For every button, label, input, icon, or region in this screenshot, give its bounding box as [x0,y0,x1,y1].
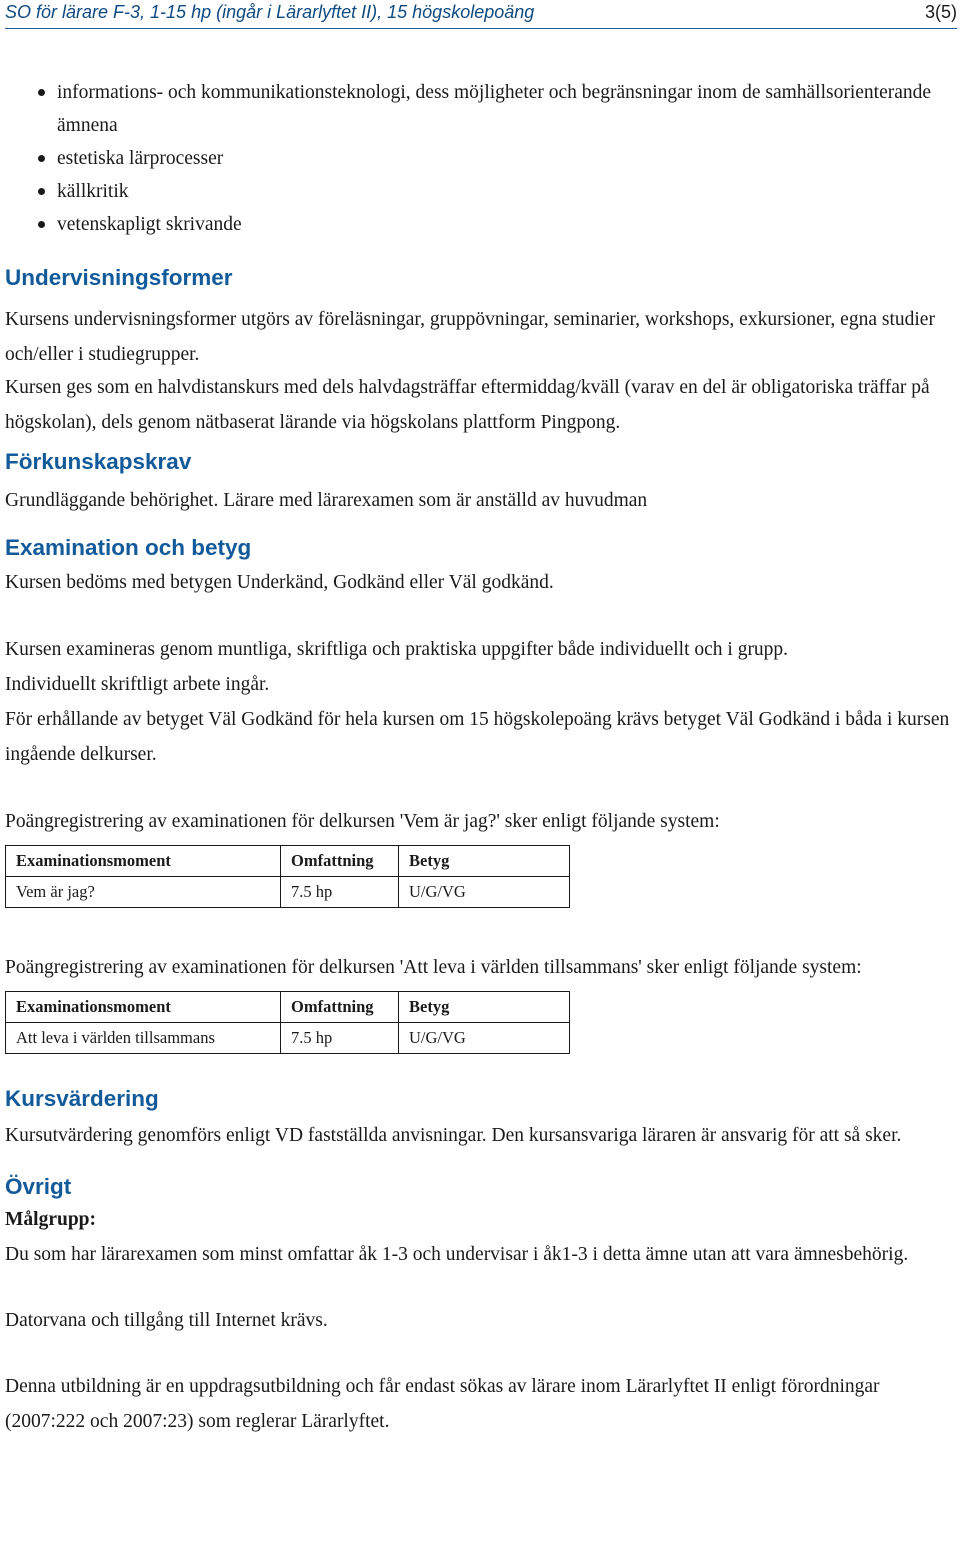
paragraph: Poängregistrering av examinationen för delkursen 'Vem är jag?' sker enligt följande system: [5,811,720,832]
page-header [5,0,957,29]
paragraph: Individuellt skriftligt arbete ingår. [5,674,270,695]
table-cell: 7.5 hp [281,1023,399,1054]
table-row [6,877,570,908]
column-header: Examinationsmoment [6,992,281,1023]
list-item-text: källkritik [57,181,129,202]
column-header: Betyg [399,846,570,877]
list-item [5,76,955,142]
table-cell: Att leva i världen tillsammans [6,1023,281,1054]
paragraph: Kursen ges som en halvdistanskurs med dels halvdagsträffar eftermiddag/kväll (varav en del är obligatoriska träffar på högskolan), dels genom nätbaserat lärande via högskolans plattform Pingpong. [5,377,930,433]
section-heading-examination: Examination och betyg [5,535,252,560]
section-heading-undervisningsformer: Undervisningsformer [5,265,233,290]
bullet-icon [38,89,45,96]
column-header: Betyg [399,992,570,1023]
bullet-icon [38,155,45,162]
column-header: Omfattning [281,992,399,1023]
list-item [5,208,955,241]
list-item-text: vetenskapligt skrivande [57,214,242,235]
table-cell: Vem är jag? [6,877,281,908]
bullet-icon [38,188,45,195]
table-cell: 7.5 hp [281,877,399,908]
paragraph: Poängregistrering av examinationen för delkursen 'Att leva i världen tillsammans' sker enligt följande system: [5,957,862,978]
paragraph: Grundläggande behörighet. Lärare med lärarexamen som är anställd av huvudman [5,490,648,511]
paragraph: Denna utbildning är en uppdragsutbildning och får endast sökas av lärare inom Lärarlyftet II enligt förordningar (2007:222 och 2007:23) som reglerar Lärarlyftet. [5,1376,880,1432]
table-cell: U/G/VG [399,877,570,908]
paragraph: Kursutvärdering genomförs enligt VD fastställda anvisningar. Den kursansvariga läraren är ansvarig för att så sker. [5,1125,902,1146]
paragraph: Datorvana och tillgång till Internet krävs. [5,1310,328,1331]
table-header-row [6,846,570,877]
bullet-list [5,76,955,241]
paragraph: Kursen examineras genom muntliga, skriftliga och praktiska uppgifter både individuellt och i grupp. [5,639,789,660]
list-item-text: estetiska lärprocesser [57,148,224,169]
paragraph: Du som har lärarexamen som minst omfattar åk 1-3 och undervisar i åk1-3 i detta ämne utan att vara ämnesbehörig. [5,1244,909,1265]
list-item [5,175,955,208]
document-title: SO för lärare F-3, 1-15 hp (ingår i Lärarlyftet II), 15 högskolepoäng [5,2,535,22]
section-heading-ovrigt: Övrigt [5,1174,72,1199]
table-cell: U/G/VG [399,1023,570,1054]
paragraph: För erhållande av betyget Väl Godkänd för hela kursen om 15 högskolepoäng krävs betyget Väl Godkänd i båda i kursen ingående delkurser. [5,709,950,765]
document-body [5,76,955,1439]
list-item [5,142,955,175]
paragraph: Kursen bedöms med betygen Underkänd, Godkänd eller Väl godkänd. [5,572,554,593]
table-row [6,1023,570,1054]
paragraph: Kursens undervisningsformer utgörs av föreläsningar, gruppövningar, seminarier, workshops, exkursioner, egna studier och/eller i studiegrupper. [5,309,935,365]
list-item-text: informations- och kommunikationsteknologi, dess möjligheter och begränsningar inom de samhällsorienterande ämnena [57,82,932,136]
section-heading-kursvardering: Kursvärdering [5,1086,159,1111]
malgrupp-label: Målgrupp: [5,1209,97,1230]
exam-table-vem-ar-jag [5,845,570,908]
bullet-icon [38,221,45,228]
exam-table-att-leva [5,991,570,1054]
page-number: 3(5) [924,2,957,22]
column-header: Omfattning [281,846,399,877]
section-heading-forkunskapskrav: Förkunskapskrav [5,449,192,474]
column-header: Examinationsmoment [6,846,281,877]
table-header-row [6,992,570,1023]
